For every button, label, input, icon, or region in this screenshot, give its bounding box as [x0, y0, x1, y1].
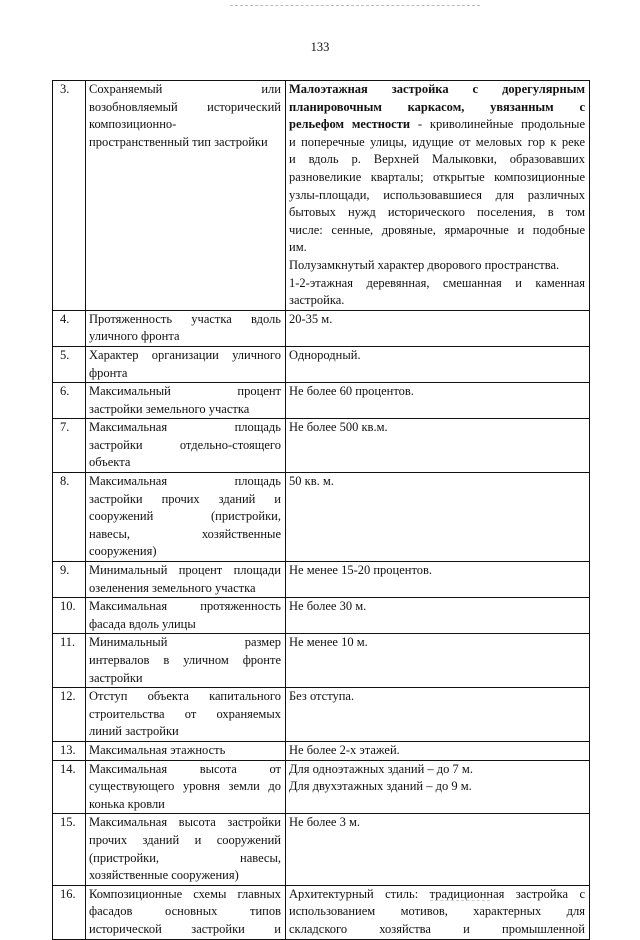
table-row — [53, 741, 590, 760]
table-row — [53, 688, 590, 742]
parameter-name — [86, 419, 286, 473]
value-line: Без отступа. — [289, 689, 355, 704]
parameter-name-line: застройки прочих зданий и — [89, 491, 281, 506]
parameter-name-line: Композиционные схемы главных — [89, 886, 281, 901]
value-line: Не более 30 м. — [289, 599, 367, 614]
value-line: и вдоль р. Верхней Малыковки, образовавших — [289, 152, 585, 167]
regulations-table — [52, 80, 590, 940]
value-line: числе: сенные, дровяные, ярмарочные и подобные — [289, 222, 585, 237]
table-row — [53, 598, 590, 634]
value-line: Для двухэтажных зданий – до 9 м. — [289, 779, 472, 794]
table-row — [53, 419, 590, 473]
parameter-value — [286, 473, 590, 562]
parameter-name — [86, 473, 286, 562]
table-row — [53, 562, 590, 598]
parameter-name-line: линий застройки — [89, 724, 179, 739]
parameter-name-line: Протяженность участка вдоль — [89, 311, 281, 326]
parameter-name-line: Минимальный размер — [89, 635, 281, 650]
parameter-value — [286, 81, 590, 311]
row-number: 16. — [53, 885, 86, 939]
value-line: узлы-площади, использовавшиеся для различных — [289, 187, 585, 202]
parameter-name-line: застройки — [89, 670, 143, 685]
parameter-name — [86, 346, 286, 382]
value-mixed-line — [289, 116, 585, 134]
parameter-name — [86, 81, 286, 311]
value-line: бытовых нужд исторического поселения, в том — [289, 205, 585, 220]
parameter-name-line: Сохраняемый или — [89, 82, 281, 96]
row-number: 10. — [53, 598, 86, 634]
value-line: Однородный. — [289, 347, 361, 362]
parameter-name-line: объекта — [89, 455, 131, 470]
row-number: 3. — [53, 81, 86, 311]
row-number: 13. — [53, 741, 86, 760]
parameter-name-line: Минимальный процент площади — [89, 563, 281, 578]
row-number: 12. — [53, 688, 86, 742]
table-row — [53, 760, 590, 814]
value-line: 1-2-этажная деревянная, смешанная и каменная — [289, 275, 585, 290]
value-line: Не менее 10 м. — [289, 635, 368, 650]
parameter-value — [286, 598, 590, 634]
row-number: 6. — [53, 383, 86, 419]
value-bold-line: Малоэтажная застройка с дорегулярным — [289, 82, 585, 96]
parameter-name-line: Максимальная этажность — [89, 742, 226, 757]
parameter-name — [86, 598, 286, 634]
parameter-name-line: уличного фронта — [89, 329, 180, 344]
parameter-name-line: прочих зданий и сооружений — [89, 832, 281, 847]
top-scan-line — [230, 5, 480, 7]
parameter-name-line: сооружений (пристройки, — [89, 509, 281, 524]
value-line: застройка. — [289, 293, 345, 308]
parameter-name-line: строительства от охраняемых — [89, 706, 281, 721]
parameter-name-line: навесы, хозяйственные — [89, 526, 281, 541]
value-regular-fragment: - криволинейные продольные — [410, 117, 585, 132]
table-row — [53, 383, 590, 419]
parameter-name — [86, 310, 286, 346]
parameter-name-line: (пристройки, навесы, — [89, 850, 281, 865]
parameter-name-line: хозяйственные сооружения) — [89, 868, 239, 883]
parameter-value — [286, 634, 590, 688]
parameter-name — [86, 383, 286, 419]
parameter-value — [286, 562, 590, 598]
value-line: Не менее 15-20 процентов. — [289, 563, 433, 578]
parameter-name — [86, 885, 286, 939]
table-row — [53, 885, 590, 939]
value-line: Не более 3 м. — [289, 815, 361, 830]
table-row — [53, 634, 590, 688]
value-line: Полузамкнутый характер дворового пространства. — [289, 257, 560, 272]
value-line: 50 кв. м. — [289, 474, 334, 489]
table-row — [53, 81, 590, 311]
parameter-name-line: Максимальная высота застройки — [89, 815, 281, 830]
table-row — [53, 346, 590, 382]
parameter-name — [86, 688, 286, 742]
parameter-name-line: фронта — [89, 365, 128, 380]
parameter-name-line: сооружения) — [89, 544, 157, 559]
parameter-name-line: Максимальная площадь — [89, 474, 281, 489]
parameter-name — [86, 562, 286, 598]
parameter-name-line: конька кровли — [89, 796, 165, 811]
row-number: 8. — [53, 473, 86, 562]
row-number: 11. — [53, 634, 86, 688]
parameter-value — [286, 760, 590, 814]
parameter-name-line: застройки земельного участка — [89, 401, 250, 416]
parameter-name-line: интервалов в уличном фронте — [89, 653, 281, 667]
parameter-value — [286, 741, 590, 760]
value-bold-fragment: рельефом местности — [289, 117, 411, 132]
value-line: и поперечные улицы, идущие от меловых гор к реке — [289, 134, 585, 149]
page-number: 133 — [310, 40, 330, 54]
parameter-name-line: озеленения земельного участка — [89, 580, 256, 595]
parameter-name-line: Максимальная высота от — [89, 761, 281, 776]
value-line: разновеликие кварталы; открытые композиционные — [289, 169, 585, 184]
row-number: 9. — [53, 562, 86, 598]
parameter-name-line: Характер организации уличного — [89, 347, 281, 362]
value-line: использованием мотивов, характерных для — [289, 904, 585, 919]
parameter-value — [286, 688, 590, 742]
parameter-name — [86, 814, 286, 885]
row-number: 4. — [53, 310, 86, 346]
parameter-name-line: фасадов основных типов — [89, 904, 281, 919]
parameter-value — [286, 419, 590, 473]
value-bold-line: планировочным каркасом, увязанным с — [289, 99, 585, 114]
table-row — [53, 310, 590, 346]
parameter-value — [286, 814, 590, 885]
row-number: 14. — [53, 760, 86, 814]
table-row — [53, 814, 590, 885]
parameter-name-line: Максимальная площадь — [89, 420, 281, 435]
parameter-name-line: Максимальная протяженность — [89, 599, 281, 614]
parameter-name-line: исторической застройки и — [89, 921, 281, 936]
value-line: Для одноэтажных зданий – до 7 м. — [289, 761, 473, 776]
parameter-name — [86, 634, 286, 688]
value-line: Не более 500 кв.м. — [289, 420, 388, 435]
row-number: 5. — [53, 346, 86, 382]
parameter-value — [286, 310, 590, 346]
parameter-value — [286, 383, 590, 419]
parameter-name-line: возобновляемый исторический — [89, 99, 281, 114]
parameter-name-line: Максимальный процент — [89, 384, 281, 399]
row-number: 7. — [53, 419, 86, 473]
value-line: Не более 2-х этажей. — [289, 742, 400, 757]
value-line: Не более 60 процентов. — [289, 384, 414, 399]
parameter-name-line: Отступ объекта капитального — [89, 689, 281, 704]
parameter-name-line: композиционно- — [89, 117, 177, 132]
parameter-name — [86, 760, 286, 814]
parameter-name-line: пространственный тип застройки — [89, 134, 268, 149]
bottom-scan-mark — [430, 900, 490, 902]
parameter-name — [86, 741, 286, 760]
value-line: им. — [289, 240, 307, 255]
value-line: 20-35 м. — [289, 311, 333, 326]
table-row — [53, 473, 590, 562]
parameter-name-line: застройки отдельно-стоящего — [89, 437, 281, 452]
row-number: 15. — [53, 814, 86, 885]
parameter-value — [286, 346, 590, 382]
parameter-name-line: существующего уровня земли до — [89, 779, 281, 794]
parameter-name-line: фасада вдоль улицы — [89, 616, 196, 631]
value-line: Архитектурный стиль: традиционная застройка с — [289, 886, 585, 901]
value-line: складского хозяйства и промышленной — [289, 921, 585, 936]
parameter-value — [286, 885, 590, 939]
